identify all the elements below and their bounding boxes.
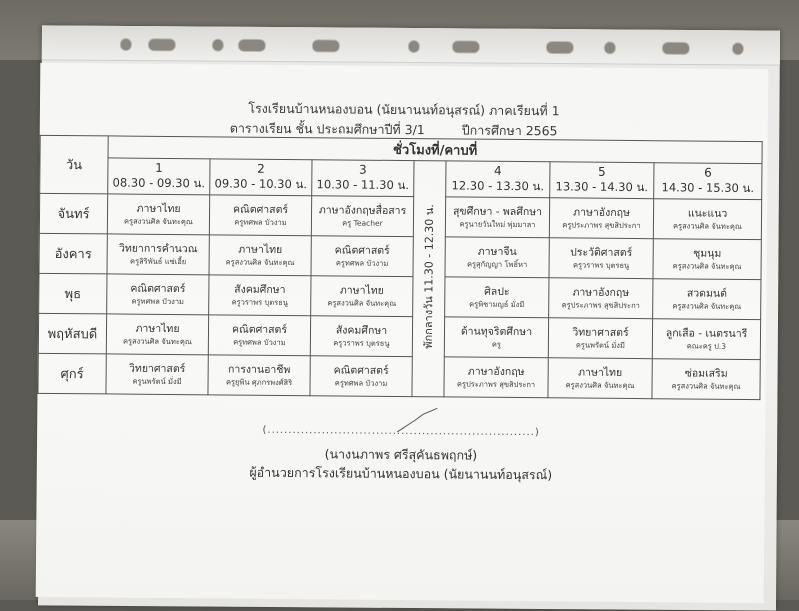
period-number: 1 xyxy=(155,160,163,175)
punch-hole xyxy=(452,40,480,53)
class-cell xyxy=(209,275,311,316)
punch-hole xyxy=(662,42,690,55)
table-row xyxy=(39,193,761,239)
class-cell xyxy=(548,358,652,399)
teacher: ครูสงวนศิล จันทะคุณ xyxy=(565,380,635,391)
punch-hole xyxy=(546,41,574,54)
class-cell xyxy=(311,276,413,317)
teacher: ครูสงวนศิล จันทะคุณ xyxy=(672,301,742,311)
teacher: ครูสิริพันธ์ แซ่เอี้ย xyxy=(130,256,187,267)
teacher: ครูพิชามญธ์ มั่งมี xyxy=(469,299,525,310)
subject: ชุมนุม xyxy=(693,247,722,260)
teacher: ครูสงวนศิล จันทะคุณ xyxy=(225,257,295,268)
period-number: 4 xyxy=(494,163,502,178)
teacher: ครูทศพล บัวงาม xyxy=(131,296,185,307)
subject: ภาษาไทย xyxy=(578,366,623,379)
teacher: ครูยุพิน ศุภกรพงศ์สิริ xyxy=(225,377,293,388)
subject: ภาษาอังกฤษสื่อสาร xyxy=(318,204,407,218)
period-1-header xyxy=(108,158,210,195)
class-cell xyxy=(445,237,549,278)
class-cell xyxy=(445,277,549,318)
subject: วิทยาศาสตร์ xyxy=(128,362,186,376)
punch-hole xyxy=(732,42,744,55)
table-row xyxy=(38,313,760,359)
lunch-break-cell xyxy=(412,161,446,397)
school-year: ปีการศึกษา 2565 xyxy=(461,122,558,139)
subject: ภาษาอังกฤษ xyxy=(573,206,630,219)
class-cell xyxy=(652,319,760,360)
period-4-header xyxy=(446,161,550,198)
period-time: 09.30 - 10.30 น. xyxy=(214,175,308,191)
lunch-break-label: พักกลางวัน 11.30 - 12.30 น. xyxy=(421,204,436,350)
class-cell xyxy=(445,197,549,238)
period-number: 6 xyxy=(704,165,712,180)
subject: ภาษาไทย xyxy=(238,243,283,256)
class-cell xyxy=(549,238,653,279)
day-cell: พฤหัสบดี xyxy=(38,313,106,354)
period-time: 10.30 - 11.30 น. xyxy=(316,176,410,192)
teacher: ครูสงวนศิล จันทะคุณ xyxy=(122,336,192,347)
punch-hole xyxy=(408,40,420,53)
subject: สุขศึกษา - พลศึกษา xyxy=(452,205,543,219)
teacher: ครูสงวนศิล จันทะคุณ xyxy=(327,298,397,308)
period-time: 13.30 - 14.30 น. xyxy=(555,178,649,194)
class-cell xyxy=(653,199,761,240)
period-3-header xyxy=(312,160,414,197)
period-time: 12.30 - 13.30 น. xyxy=(451,177,545,193)
teacher: ครูสงวนศิล จันทะคุณ xyxy=(673,221,742,231)
class-cell xyxy=(549,278,653,319)
teacher: ครู xyxy=(491,339,501,349)
teacher: ครูวราพร บุตรธนู xyxy=(231,297,288,308)
teacher: ครูประภาพร สุขสิประกา xyxy=(562,220,641,231)
subject: ลูกเสือ - เนตรนารี xyxy=(665,327,748,341)
day-cell: ศุกร์ xyxy=(38,353,106,394)
period-6-header xyxy=(654,163,762,200)
subject: ภาษาจีน xyxy=(477,245,517,258)
subject: ซ่อมเสริม xyxy=(684,367,728,380)
period-time: 14.30 - 15.30 น. xyxy=(661,179,755,195)
class-cell xyxy=(106,314,208,355)
class-cell xyxy=(107,234,209,275)
class-cell xyxy=(549,198,653,239)
teacher: ครูนพรัตน์ มั่งมี xyxy=(575,340,625,350)
class-cell xyxy=(311,196,413,237)
subject: สังคมศึกษา xyxy=(234,283,286,296)
teacher: ครูทศพล บัวงาม xyxy=(334,378,388,388)
teacher: ครูวราพร บุตรธนู xyxy=(333,338,390,348)
signer-name: (นางนภาพร ศรีสุคันธพฤกษ์) xyxy=(324,446,478,463)
day-cell: จันทร์ xyxy=(39,193,107,234)
school-title: โรงเรียนบ้านหนองบอน (นัยนานนท์อนุสรณ์) ภาคเรียนที่ 1 xyxy=(248,100,560,119)
subject: ภาษาอังกฤษ xyxy=(572,286,630,299)
subject: ด้านทุจริตศึกษา xyxy=(460,325,533,339)
punch-hole xyxy=(238,39,266,52)
class-cell xyxy=(310,356,412,397)
teacher: ครูนายวันใหม่ พุ่มมาลา xyxy=(459,219,536,230)
subject: คณิตศาสตร์ xyxy=(334,244,390,257)
table-row xyxy=(38,353,760,399)
subject: สวดมนต์ xyxy=(686,287,727,300)
subject: คณิตศาสตร์ xyxy=(231,323,288,336)
teacher: ครูสงวนศิล จันทะคุณ xyxy=(124,216,193,227)
punch-hole xyxy=(212,39,224,52)
teacher: ครูประภาพร สุขสิประกา xyxy=(456,379,536,390)
subject: คณิตศาสตร์ xyxy=(333,364,389,377)
teacher: ครูประภาพร สุขสิประกา xyxy=(561,300,640,311)
class-cell xyxy=(310,316,412,357)
period-number: 3 xyxy=(359,162,367,177)
teacher: ครูสงวนศิล จันทะคุณ xyxy=(671,381,741,391)
subject: ภาษาอังกฤษ xyxy=(467,365,525,379)
punch-hole xyxy=(312,39,340,52)
subject: วิทยาศาสตร์ xyxy=(572,326,629,339)
signature-line: (................................................................) xyxy=(262,424,540,439)
period-time: 08.30 - 09.30 น. xyxy=(112,174,206,190)
timetable xyxy=(37,135,762,400)
schedule-paper xyxy=(36,63,769,603)
class-cell xyxy=(444,357,548,398)
teacher: คณะครู ป.3 xyxy=(686,341,727,351)
teacher: ครูทศพล บัวงาม xyxy=(335,258,389,268)
class-title: ตารางเรียน ชั้น ประถมศึกษาปีที่ 3/1 xyxy=(229,120,425,138)
table-row xyxy=(39,233,761,279)
teacher: ครู Teacher xyxy=(342,218,383,228)
day-header: วัน xyxy=(40,135,109,194)
class-cell xyxy=(107,194,209,235)
table-row xyxy=(39,273,761,319)
teacher: ครูสุกัญญา โพธิ์หา xyxy=(466,259,528,270)
period-number: 5 xyxy=(598,164,606,179)
period-5-header xyxy=(550,162,654,199)
period-2-header xyxy=(210,159,312,196)
teacher: ครูวราพร บุตรธนู xyxy=(572,260,630,270)
class-cell xyxy=(653,239,761,280)
teacher: ครูทศพล บัวงาม xyxy=(233,337,286,347)
class-cell xyxy=(208,355,310,396)
period-number: 2 xyxy=(257,161,265,176)
class-cell xyxy=(209,195,311,236)
day-cell: พุธ xyxy=(39,273,107,314)
period-header: ชั่วโมงที่/คาบที่ xyxy=(108,136,762,164)
punch-hole xyxy=(148,38,176,51)
subject: ภาษาไทย xyxy=(135,322,180,336)
class-cell xyxy=(107,274,209,315)
class-cell xyxy=(311,236,413,277)
sleeve-binding-strip xyxy=(42,25,780,65)
teacher: ครูทศพล บัวงาม xyxy=(234,217,287,227)
subject: ศิลปะ xyxy=(484,285,510,298)
subject: ประวัติศาสตร์ xyxy=(570,246,633,260)
class-cell xyxy=(209,235,311,276)
subject: แนะแนว xyxy=(687,207,728,220)
punch-hole xyxy=(604,41,616,54)
class-cell xyxy=(548,318,652,359)
class-cell xyxy=(652,359,760,400)
subject: สังคมศึกษา xyxy=(335,324,388,337)
signer-role: ผู้อำนวยการโรงเรียนบ้านหนองบอน (นัยนานนท์อนุสรณ์) xyxy=(249,464,553,483)
class-cell xyxy=(444,317,548,358)
class-cell xyxy=(653,279,761,320)
punch-hole xyxy=(120,38,132,51)
class-cell xyxy=(106,354,208,395)
teacher: ครูสงวนศิล จันทะคุณ xyxy=(672,261,742,271)
day-cell: อังคาร xyxy=(39,233,107,274)
class-cell xyxy=(208,315,310,356)
teacher: ครูนพรัตน์ มั่งมี xyxy=(132,376,182,387)
subject: ภาษาไทย xyxy=(339,284,384,297)
subject: การงานอาชีพ xyxy=(227,363,291,377)
subject: คณิตศาสตร์ xyxy=(233,203,289,217)
subject: คณิตศาสตร์ xyxy=(130,282,186,296)
subject: วิทยาการคำนวณ xyxy=(118,242,198,256)
subject: ภาษาไทย xyxy=(136,202,181,216)
